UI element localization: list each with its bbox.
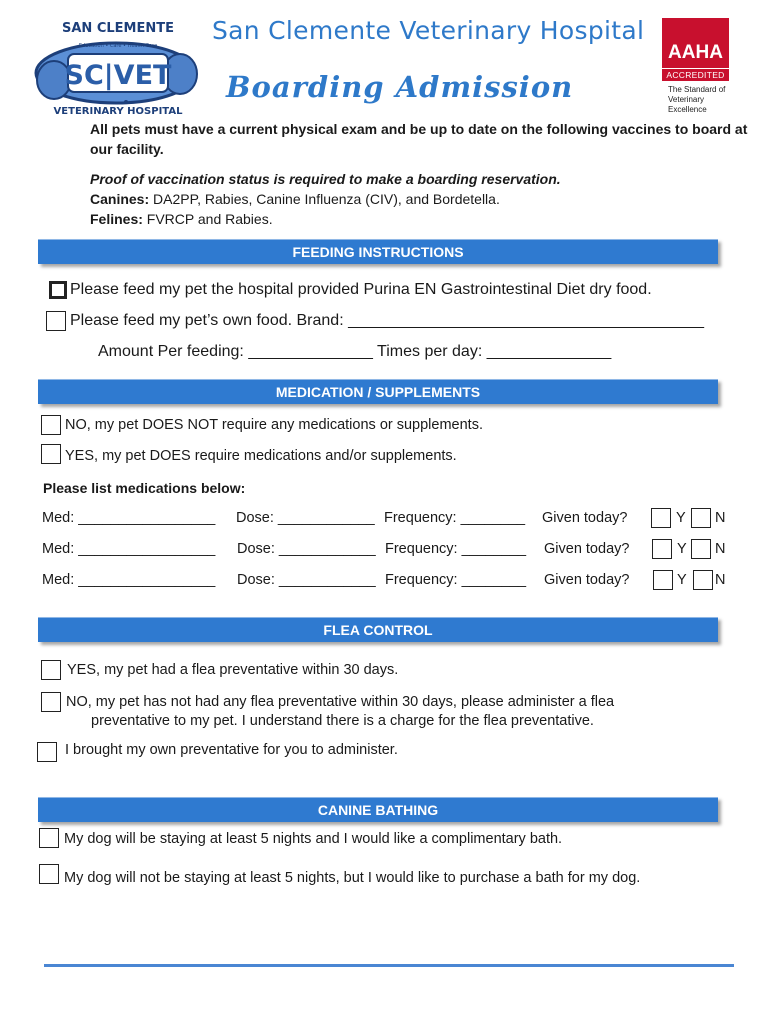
bath-purchase-label: My dog will not be staying at least 5 nights, but I would like to purchase a bath for my dog. bbox=[64, 870, 641, 886]
proof-of-vaccination: Proof of vaccination status is required to make a boarding reservation. bbox=[90, 171, 561, 187]
medication-yes-checkbox[interactable] bbox=[41, 444, 61, 464]
logo-mark: SC|VET bbox=[64, 60, 172, 91]
flea-no-label-line1: NO, my pet has not had any flea preventative within 30 days, please administer a flea bbox=[66, 694, 615, 710]
canines-label: Canines: bbox=[90, 191, 150, 207]
bath-complimentary-label: My dog will be staying at least 5 nights and I would like a complimentary bath. bbox=[64, 831, 563, 847]
med-name-field: Med: _________________ bbox=[42, 510, 216, 526]
medication-section-heading: MEDICATION / SUPPLEMENTS bbox=[38, 379, 718, 404]
medication-list-label: Please list medications below: bbox=[43, 480, 246, 496]
given-today-label: Given today? bbox=[542, 510, 628, 526]
felines-text: FVRCP and Rabies. bbox=[142, 211, 273, 227]
med-dose-field: Dose: ____________ bbox=[237, 572, 376, 588]
given-today-yes-checkbox[interactable] bbox=[651, 508, 671, 528]
flea-section-heading: FLEA CONTROL bbox=[38, 617, 718, 642]
med-dose-field: Dose: ____________ bbox=[237, 541, 376, 557]
logo-tagline: Education • Care • Health Care bbox=[78, 43, 158, 49]
flea-yes-label: YES, my pet had a flea preventative within 30 days. bbox=[67, 662, 399, 678]
canine-vaccines bbox=[90, 189, 750, 209]
aaha-accredited-label: ACCREDITED bbox=[662, 69, 729, 81]
aaha-accreditation-badge bbox=[662, 18, 730, 114]
given-today-label: Given today? bbox=[544, 541, 630, 557]
feeding-hospital-food-label: Please feed my pet the hospital provided Purina EN Gastrointestinal Diet dry food. bbox=[70, 281, 652, 298]
hospital-name: San Clemente Veterinary Hospital bbox=[212, 16, 645, 45]
medication-yes-label: YES, my pet DOES require medications and/or supplements. bbox=[65, 448, 457, 464]
given-today-no-label: N bbox=[715, 541, 726, 557]
feeding-own-food-checkbox[interactable] bbox=[46, 311, 66, 331]
given-today-yes-checkbox[interactable] bbox=[652, 539, 672, 559]
given-today-no-label: N bbox=[715, 510, 726, 526]
med-name-field: Med: _________________ bbox=[42, 541, 216, 557]
bathing-section-heading: CANINE BATHING bbox=[38, 797, 718, 822]
hospital-logo bbox=[30, 18, 210, 118]
med-dose-field: Dose: ____________ bbox=[236, 510, 375, 526]
flea-own-preventative-checkbox[interactable] bbox=[37, 742, 57, 762]
intro-block bbox=[90, 119, 750, 229]
form-title: Boarding Admission bbox=[226, 70, 574, 104]
canines-text: DA2PP, Rabies, Canine Influenza (CIV), and Bordetella. bbox=[149, 191, 500, 207]
given-today-yes-checkbox[interactable] bbox=[653, 570, 673, 590]
feeding-hospital-food-checkbox[interactable] bbox=[49, 281, 67, 299]
feline-vaccines bbox=[90, 209, 750, 229]
logo-top-text: SAN CLEMENTE bbox=[62, 21, 174, 36]
feeding-section-heading: FEEDING INSTRUCTIONS bbox=[38, 239, 718, 264]
medication-no-label: NO, my pet DOES NOT require any medications or supplements. bbox=[65, 417, 483, 433]
aaha-logo: AAHA bbox=[662, 18, 729, 68]
given-today-no-checkbox[interactable] bbox=[691, 508, 711, 528]
footer-divider bbox=[44, 964, 734, 967]
given-today-yes-label: Y bbox=[677, 572, 687, 588]
medication-no-checkbox[interactable] bbox=[41, 415, 61, 435]
given-today-label: Given today? bbox=[544, 572, 630, 588]
given-today-no-checkbox[interactable] bbox=[691, 539, 711, 559]
bath-purchase-checkbox[interactable] bbox=[39, 864, 59, 884]
given-today-yes-label: Y bbox=[676, 510, 686, 526]
med-frequency-field: Frequency: ________ bbox=[384, 510, 526, 526]
flea-yes-checkbox[interactable] bbox=[41, 660, 61, 680]
felines-label: Felines: bbox=[90, 211, 143, 227]
bath-complimentary-checkbox[interactable] bbox=[39, 828, 59, 848]
flea-no-checkbox[interactable] bbox=[41, 692, 61, 712]
logo-bottom-text: VETERINARY HOSPITAL bbox=[53, 106, 183, 117]
feeding-own-food-label: Please feed my pet’s own food. Brand: ________________________________________ bbox=[70, 312, 705, 329]
given-today-no-checkbox[interactable] bbox=[693, 570, 713, 590]
flea-own-preventative-label: I brought my own preventative for you to administer. bbox=[65, 742, 398, 758]
flea-no-label-line2: preventative to my pet. I understand there is a charge for the flea preventative. bbox=[91, 713, 594, 729]
med-name-field: Med: _________________ bbox=[42, 572, 216, 588]
med-frequency-field: Frequency: ________ bbox=[385, 572, 527, 588]
vaccine-requirement: All pets must have a current physical exam and be up to date on the following vaccines to board at our facility. bbox=[90, 121, 748, 157]
med-frequency-field: Frequency: ________ bbox=[385, 541, 527, 557]
given-today-yes-label: Y bbox=[677, 541, 687, 557]
given-today-no-label: N bbox=[715, 572, 726, 588]
aaha-standard-text: The Standard of Veterinary Excellence bbox=[668, 85, 726, 114]
feeding-amount-line: Amount Per feeding: ______________ Times per day: ______________ bbox=[98, 343, 612, 360]
